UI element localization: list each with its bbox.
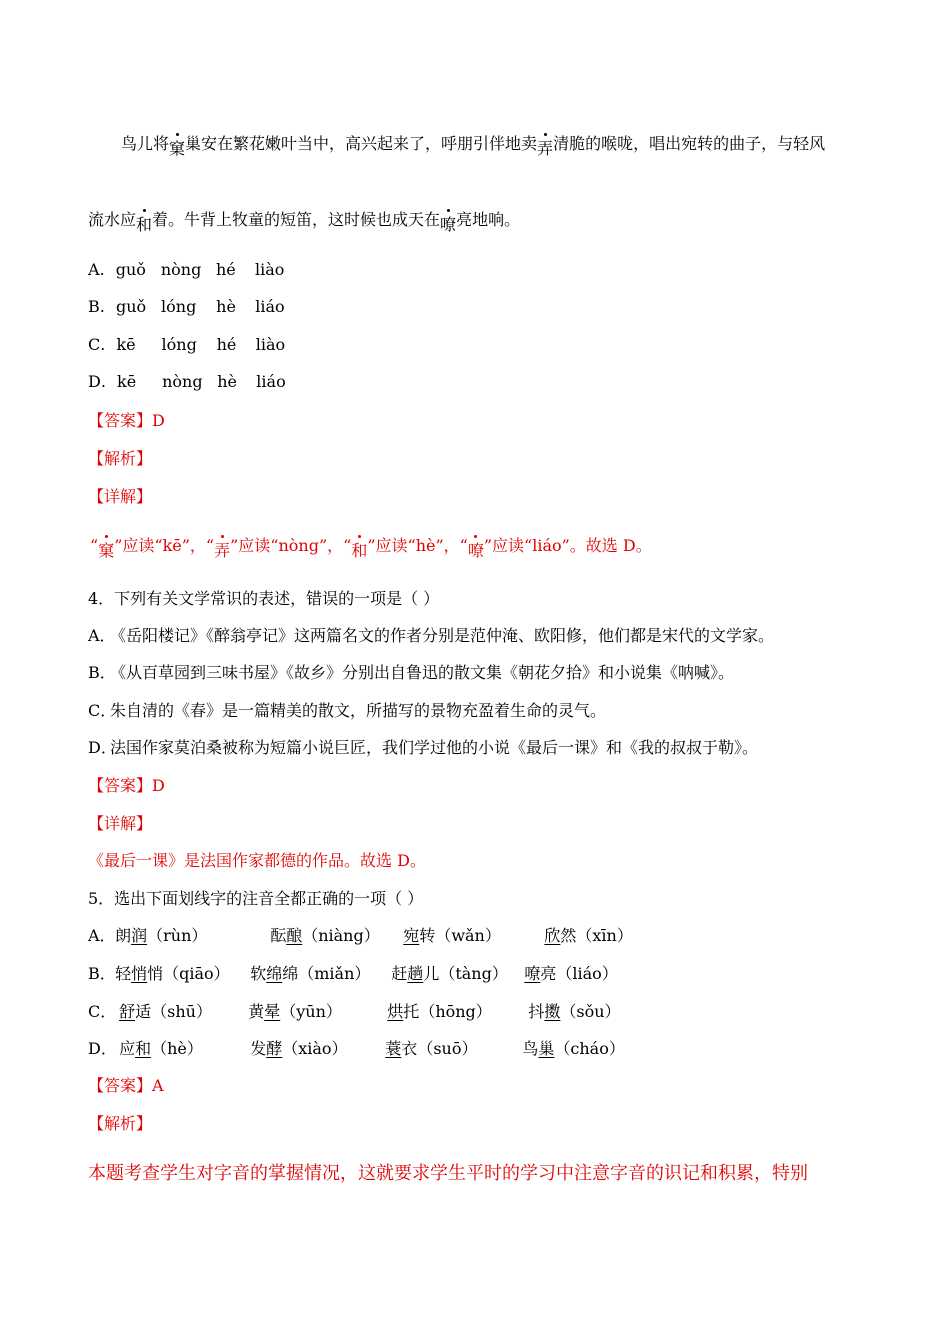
q3-detail-label: 【详解】: [88, 487, 153, 506]
q3-option-d: D. kē nòng hè liáo: [88, 372, 286, 391]
q5-option-b: B． 轻悄悄（qiāo） 软绵绵（miǎn） 赶趟儿（tàng） 嘹亮（liáo）: [88, 964, 618, 983]
q3-passage-line-1: 鸟儿将窠巢安在繁花嫩叶当中，高兴起来了，呼朋引伴地卖弄清脆的喉咙，唱出宛转的曲子，与轻风: [121, 134, 826, 158]
dotted-char: 窠: [98, 541, 115, 560]
q4-answer: 【答案】D: [88, 776, 165, 795]
q4-option-a: A．《岳阳楼记》《醉翁亭记》这两篇名文的作者分别是范仲淹、欧阳修，他们都是宋代的文学家。: [88, 626, 775, 645]
q3-option-b: B. guǒ lóng hè liáo: [88, 297, 285, 316]
dotted-char: 和: [351, 541, 368, 560]
q4-option-c: C．朱自清的《春》是一篇精美的散文，所描写的景物充盈着生命的灵气。: [88, 701, 607, 720]
q5-option-a: A． 朗润（rùn） 酝酿（niàng） 宛转（wǎn） 欣然（xīn）: [88, 926, 633, 945]
q3-detail-text: “窠”应读“kē”，“弄”应读“nòng”，“和”应读“hè”，“嘹”应读“liáo”。故选 D。: [90, 536, 652, 560]
q5-analysis-text: 本题考查学生对字音的掌握情况，这就要求学生平时的学习中注意字音的识记和积累，特别: [88, 1163, 808, 1184]
q4-question: 4．下列有关文学常识的表述，错误的一项是（ ）: [88, 589, 440, 608]
q3-answer: 【答案】D: [88, 411, 165, 430]
dotted-char: 窠: [169, 139, 186, 158]
dotted-char: 嘹: [440, 215, 457, 234]
q5-analysis-label: 【解析】: [88, 1114, 153, 1133]
q4-detail-label: 【详解】: [88, 814, 153, 833]
q3-passage-line-2: 流水应和着。牛背上牧童的短笛，这时候也成天在嘹亮地响。: [88, 210, 521, 234]
q3-option-c: C. kē lóng hé liào: [88, 335, 286, 354]
q3-option-a: A. guǒ nòng hé liào: [88, 260, 285, 279]
q5-answer: 【答案】A: [88, 1076, 164, 1095]
q4-option-b: B．《从百草园到三味书屋》《故乡》分别出自鲁迅的散文集《朝花夕拾》和小说集《呐喊》。: [88, 663, 735, 682]
dotted-char: 嘹: [467, 541, 484, 560]
dotted-char: 和: [136, 215, 153, 234]
q5-option-d: D． 应和（hè） 发酵（xiào） 蓑衣（suō） 鸟巢（cháo）: [88, 1039, 625, 1058]
q4-option-d: D．法国作家莫泊桑被称为短篇小说巨匠，我们学过他的小说《最后一课》和《我的叔叔于勒》。: [88, 738, 759, 757]
q3-analysis-label: 【解析】: [88, 449, 153, 468]
q5-option-c: C． 舒适（shū） 黄晕（yūn） 烘托（hōng） 抖擞（sǒu）: [88, 1002, 621, 1021]
q5-question: 5．选出下面划线字的注音全都正确的一项（ ）: [88, 889, 424, 908]
dotted-char: 弄: [537, 139, 554, 158]
q4-detail-text: 《最后一课》是法国作家都德的作品。故选 D。: [88, 851, 426, 870]
dotted-char: 弄: [214, 541, 231, 560]
